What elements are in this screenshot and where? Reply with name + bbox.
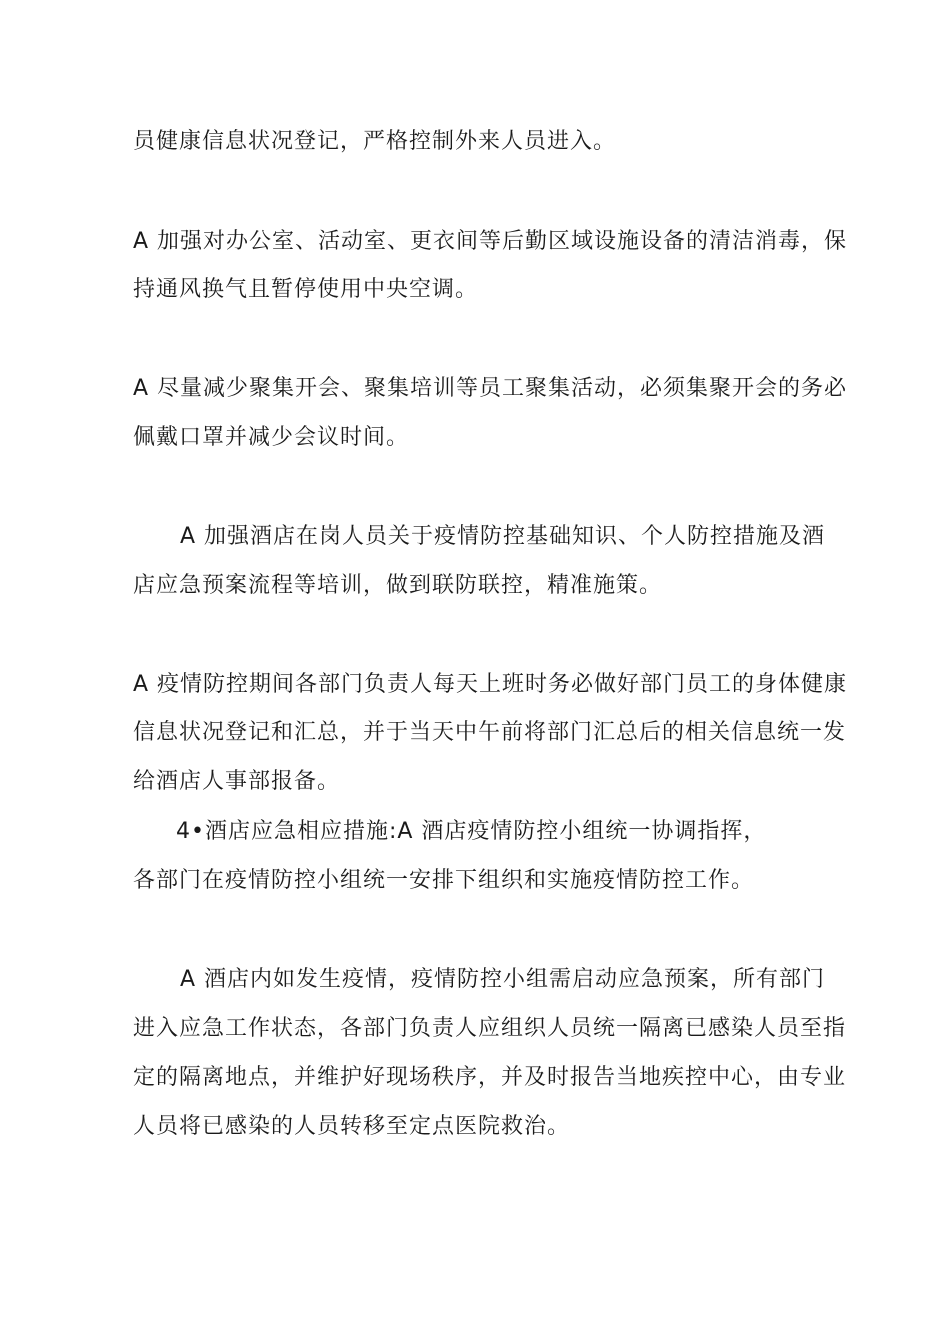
paragraph-line: 给酒店人事部报备。 [133, 769, 341, 794]
paragraph-line: 定的隔离地点，并维护好现场秩序，并及时报告当地疾控中心，由专业 [133, 1065, 847, 1090]
paragraph-line: A 加强对办公室、活动室、更衣间等后勤区域设施设备的清洁消毒，保 [133, 229, 848, 254]
paragraph-line: 佩戴口罩并减少会议时间。 [133, 425, 410, 450]
paragraph-line: 信息状况登记和汇总，并于当天中午前将部门汇总后的相关信息统一发 [133, 720, 847, 745]
paragraph-line: A 酒店内如发生疫情，疫情防控小组需启动应急预案，所有部门 [180, 967, 826, 992]
paragraph-line: 进入应急工作状态，各部门负责人应组织人员统一隔离已感染人员至指 [133, 1016, 847, 1041]
paragraph-line: A 疫情防控期间各部门负责人每天上班时务必做好部门员工的身体健康 [133, 672, 848, 697]
section-heading-line: 4•酒店应急相应措施:A 酒店疫情防控小组统一协调指挥， [176, 819, 767, 844]
paragraph-line: 各部门在疫情防控小组统一安排下组织和实施疫情防控工作。 [133, 868, 755, 893]
paragraph-line: A 尽量减少聚集开会、聚集培训等员工聚集活动，必须集聚开会的务必 [133, 376, 848, 401]
paragraph-line: 员健康信息状况登记，严格控制外来人员进入。 [133, 129, 617, 154]
paragraph-line: 持通风换气且暂停使用中央空调。 [133, 277, 479, 302]
paragraph-line: 人员将已感染的人员转移至定点医院救治。 [133, 1114, 571, 1139]
paragraph-line: 店应急预案流程等培训，做到联防联控，精准施策。 [133, 573, 663, 598]
paragraph-line: A 加强酒店在岗人员关于疫情防控基础知识、个人防控措施及酒 [180, 524, 826, 549]
